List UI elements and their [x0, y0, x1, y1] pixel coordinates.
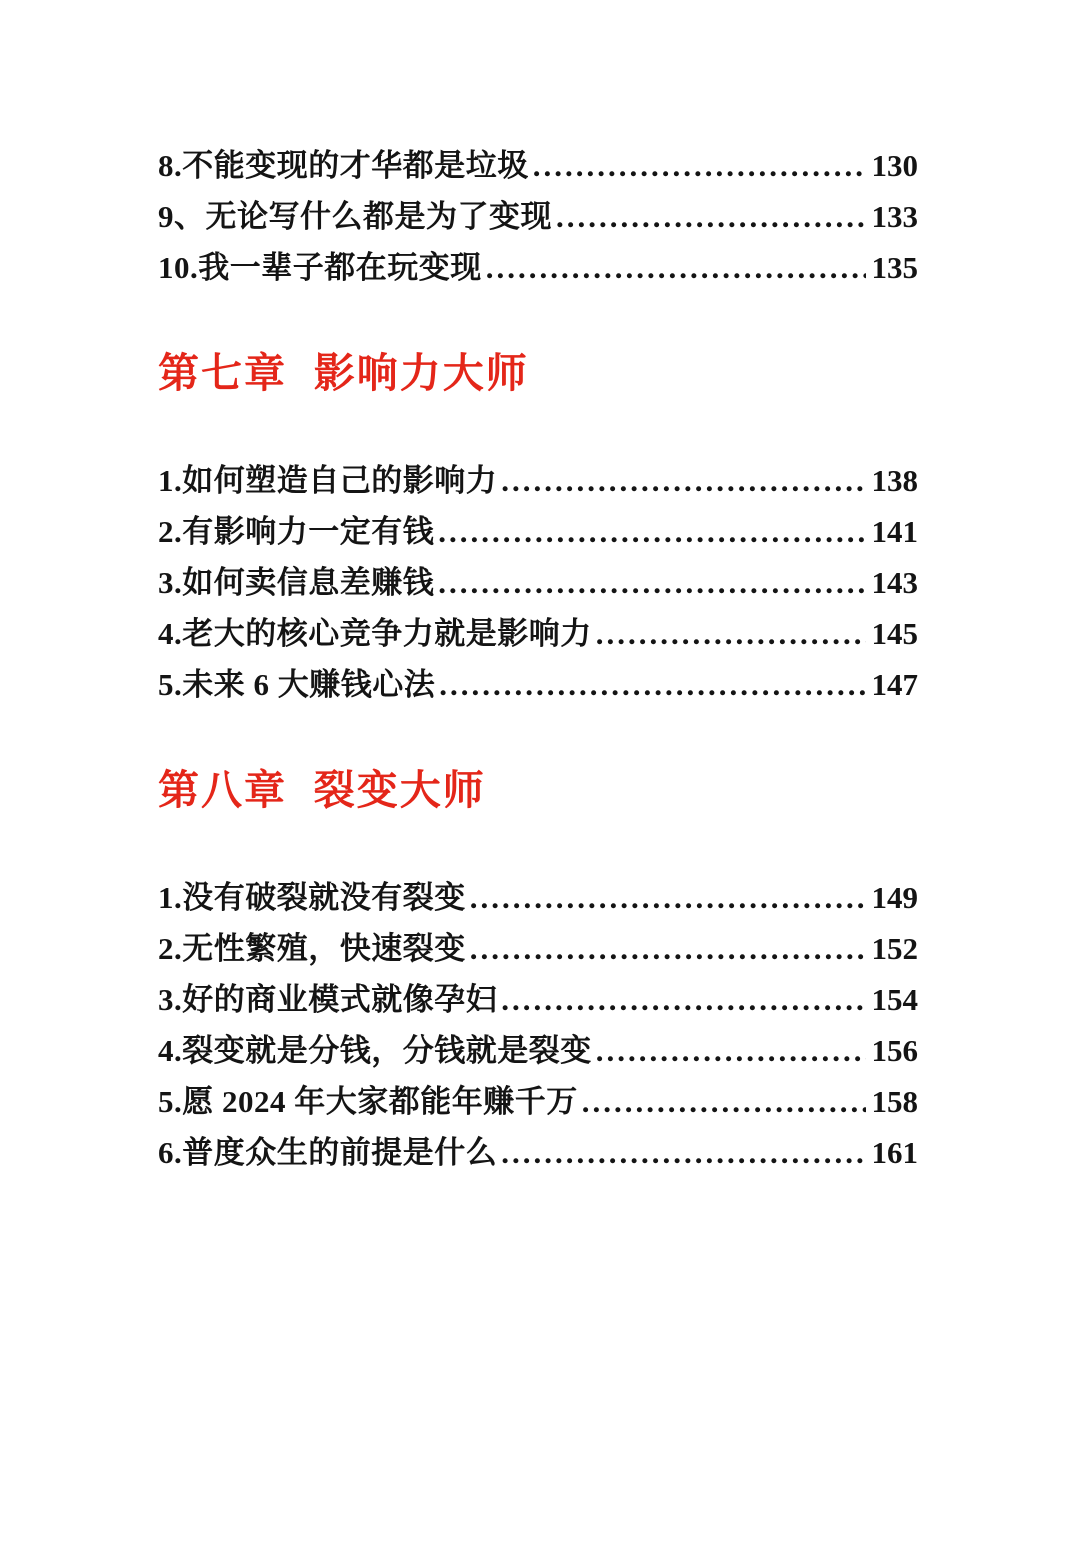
toc-entry-title: 8.不能变现的才华都是垃圾 [158, 148, 529, 183]
dot-leader [438, 506, 865, 557]
dot-leader [596, 608, 866, 659]
toc-entry-page: 141 [871, 514, 918, 549]
toc-entry-page: 149 [871, 880, 918, 915]
dot-leader [596, 1025, 866, 1076]
toc-entry [158, 974, 918, 1025]
chapter-8-heading: 第八章 裂变大师 [158, 767, 486, 813]
dot-leader [582, 1076, 866, 1127]
toc-section-continued [158, 140, 918, 293]
toc-entry-page: 161 [871, 1135, 918, 1170]
toc-entry [158, 1127, 918, 1178]
toc-entry-page: 133 [871, 199, 918, 234]
toc-entry-title: 4.裂变就是分钱，分钱就是裂变 [158, 1033, 592, 1068]
toc-entry [158, 872, 918, 923]
toc-entry-title: 1.没有破裂就没有裂变 [158, 880, 466, 915]
toc-entry-title: 2.有影响力一定有钱 [158, 514, 435, 549]
dot-leader [556, 191, 866, 242]
toc-entry [158, 659, 918, 710]
toc-entry-title: 4.老大的核心竞争力就是影响力 [158, 616, 592, 651]
toc-entry [158, 1076, 918, 1127]
toc-entry [158, 140, 918, 191]
dot-leader [439, 659, 865, 710]
toc-entry [158, 506, 918, 557]
toc-entry-title: 10.我一辈子都在玩变现 [158, 250, 482, 285]
toc-entry-page: 147 [871, 667, 918, 702]
dot-leader [470, 923, 866, 974]
toc-entry [158, 608, 918, 659]
toc-entry-page: 135 [871, 250, 918, 285]
toc-section-chapter-8 [158, 872, 918, 1178]
toc-entry-page: 145 [871, 616, 918, 651]
dot-leader [501, 455, 865, 506]
dot-leader [438, 557, 865, 608]
dot-leader [501, 1127, 865, 1178]
toc-entry-page: 143 [871, 565, 918, 600]
toc-entry [158, 1025, 918, 1076]
dot-leader [486, 242, 866, 293]
toc-entry-page: 154 [871, 982, 918, 1017]
toc-entry-page: 130 [871, 148, 918, 183]
toc-entry-title: 6.普度众生的前提是什么 [158, 1135, 498, 1170]
chapter-7-heading: 第七章 影响力大师 [158, 350, 529, 396]
toc-section-chapter-7 [158, 455, 918, 710]
toc-entry-page: 156 [871, 1033, 918, 1068]
toc-entry-page: 138 [871, 463, 918, 498]
toc-entry-title: 3.好的商业模式就像孕妇 [158, 982, 498, 1017]
toc-entry-title: 9、无论写什么都是为了变现 [158, 199, 552, 234]
toc-entry-title: 2.无性繁殖，快速裂变 [158, 931, 466, 966]
toc-entry-title: 5.愿 2024 年大家都能年赚千万 [158, 1084, 578, 1119]
toc-entry-page: 152 [871, 931, 918, 966]
toc-entry [158, 557, 918, 608]
toc-entry [158, 923, 918, 974]
toc-entry [158, 242, 918, 293]
toc-entry-title: 1.如何塑造自己的影响力 [158, 463, 498, 498]
toc-entry-title: 5.未来 6 大赚钱心法 [158, 667, 436, 702]
dot-leader [501, 974, 865, 1025]
dot-leader [470, 872, 866, 923]
toc-entry [158, 455, 918, 506]
toc-entry-page: 158 [871, 1084, 918, 1119]
toc-entry-title: 3.如何卖信息差赚钱 [158, 565, 435, 600]
dot-leader [533, 140, 866, 191]
toc-entry [158, 191, 918, 242]
